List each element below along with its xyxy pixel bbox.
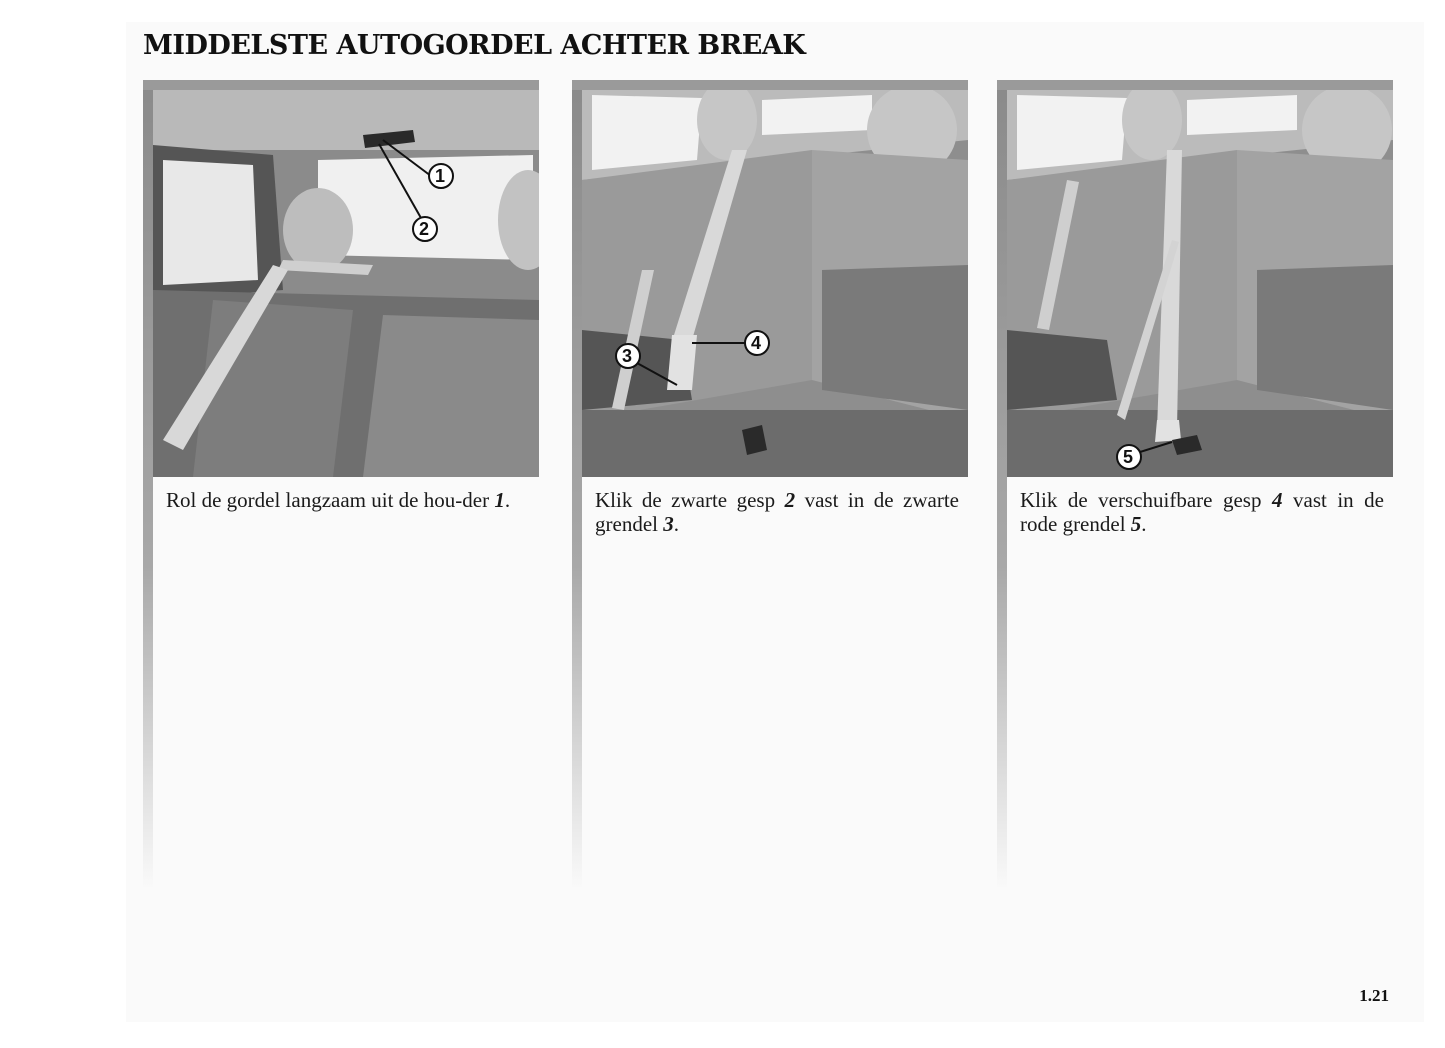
svg-text:5: 5 (1123, 447, 1134, 467)
panel-caption: Klik de zwarte gesp 2 vast in de zwarte grendel 3. (595, 488, 959, 536)
panel-rule (143, 80, 153, 890)
callout-2 (413, 217, 437, 241)
svg-text:4: 4 (751, 333, 762, 353)
page-number: 1.21 (1359, 986, 1389, 1005)
panel-2 (572, 80, 968, 890)
panel-caption: Klik de verschuifbare gesp 4 vast in de rode grendel 5. (1020, 488, 1385, 536)
photo-sliding-buckle (1007, 90, 1393, 477)
callout-4 (745, 331, 769, 355)
callout-1 (429, 164, 453, 188)
panel-top-bar (572, 80, 968, 90)
photo-black-buckle (582, 90, 968, 477)
callout-5 (1117, 445, 1141, 469)
svg-text:1: 1 (435, 166, 446, 186)
photo-belt-holder (153, 90, 539, 477)
panel-3 (997, 80, 1393, 890)
panel-top-bar (143, 80, 539, 90)
panel-caption: Rol de gordel langzaam uit de hou-der 1. (166, 488, 511, 512)
panel-rule (997, 80, 1007, 890)
svg-text:3: 3 (622, 346, 633, 366)
svg-text:2: 2 (419, 219, 430, 239)
panel-1 (143, 80, 539, 890)
callout-3 (616, 344, 640, 368)
panel-rule (572, 80, 582, 890)
panel-top-bar (997, 80, 1393, 90)
page-title: MIDDELSTE AUTOGORDEL ACHTER BREAK (143, 30, 806, 61)
